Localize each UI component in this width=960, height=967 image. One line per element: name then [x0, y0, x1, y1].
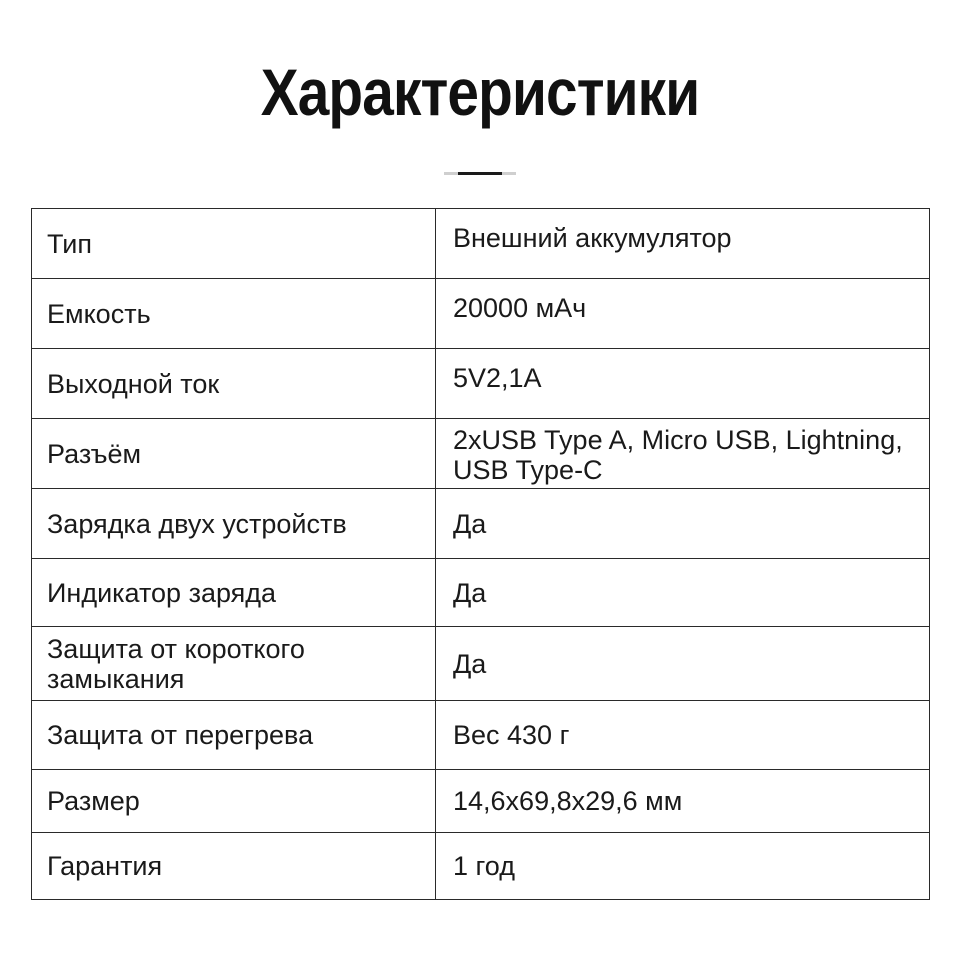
specifications-table — [31, 208, 930, 900]
spec-value: 1 год — [436, 833, 930, 900]
spec-value: Да — [436, 489, 930, 559]
page-title: Характеристики — [260, 55, 700, 129]
spec-label: Разъём — [32, 419, 436, 489]
table-row — [32, 209, 930, 279]
spec-value: Да — [436, 559, 930, 627]
spec-value: Да — [436, 627, 930, 701]
spec-label: Зарядка двух устройств — [32, 489, 436, 559]
table-row — [32, 627, 930, 701]
divider-left-segment — [444, 172, 458, 175]
spec-label: Тип — [32, 209, 436, 279]
spec-label: Емкость — [32, 279, 436, 349]
divider-right-segment — [502, 172, 516, 175]
table-row — [32, 701, 930, 770]
table-row — [32, 489, 930, 559]
spec-label: Защита от перегрева — [32, 701, 436, 770]
spec-value: 14,6x69,8x29,6 мм — [436, 770, 930, 833]
table-row — [32, 770, 930, 833]
spec-value: 20000 мАч — [436, 279, 930, 349]
table-row — [32, 833, 930, 900]
spec-label: Размер — [32, 770, 436, 833]
divider-center-segment — [458, 172, 502, 175]
spec-label: Защита от короткого замыкания — [32, 627, 436, 701]
table-row — [32, 279, 930, 349]
spec-value: Вес 430 г — [436, 701, 930, 770]
table-row — [32, 419, 930, 489]
table-row — [32, 559, 930, 627]
spec-value: 5V2,1A — [436, 349, 930, 419]
spec-value: Внешний аккумулятор — [436, 209, 930, 279]
spec-value: 2xUSB Type A, Micro USB, Lightning, USB Type-C — [436, 419, 930, 489]
spec-label: Гарантия — [32, 833, 436, 900]
table-row — [32, 349, 930, 419]
spec-label: Индикатор заряда — [32, 559, 436, 627]
title-divider — [444, 172, 516, 175]
spec-label: Выходной ток — [32, 349, 436, 419]
